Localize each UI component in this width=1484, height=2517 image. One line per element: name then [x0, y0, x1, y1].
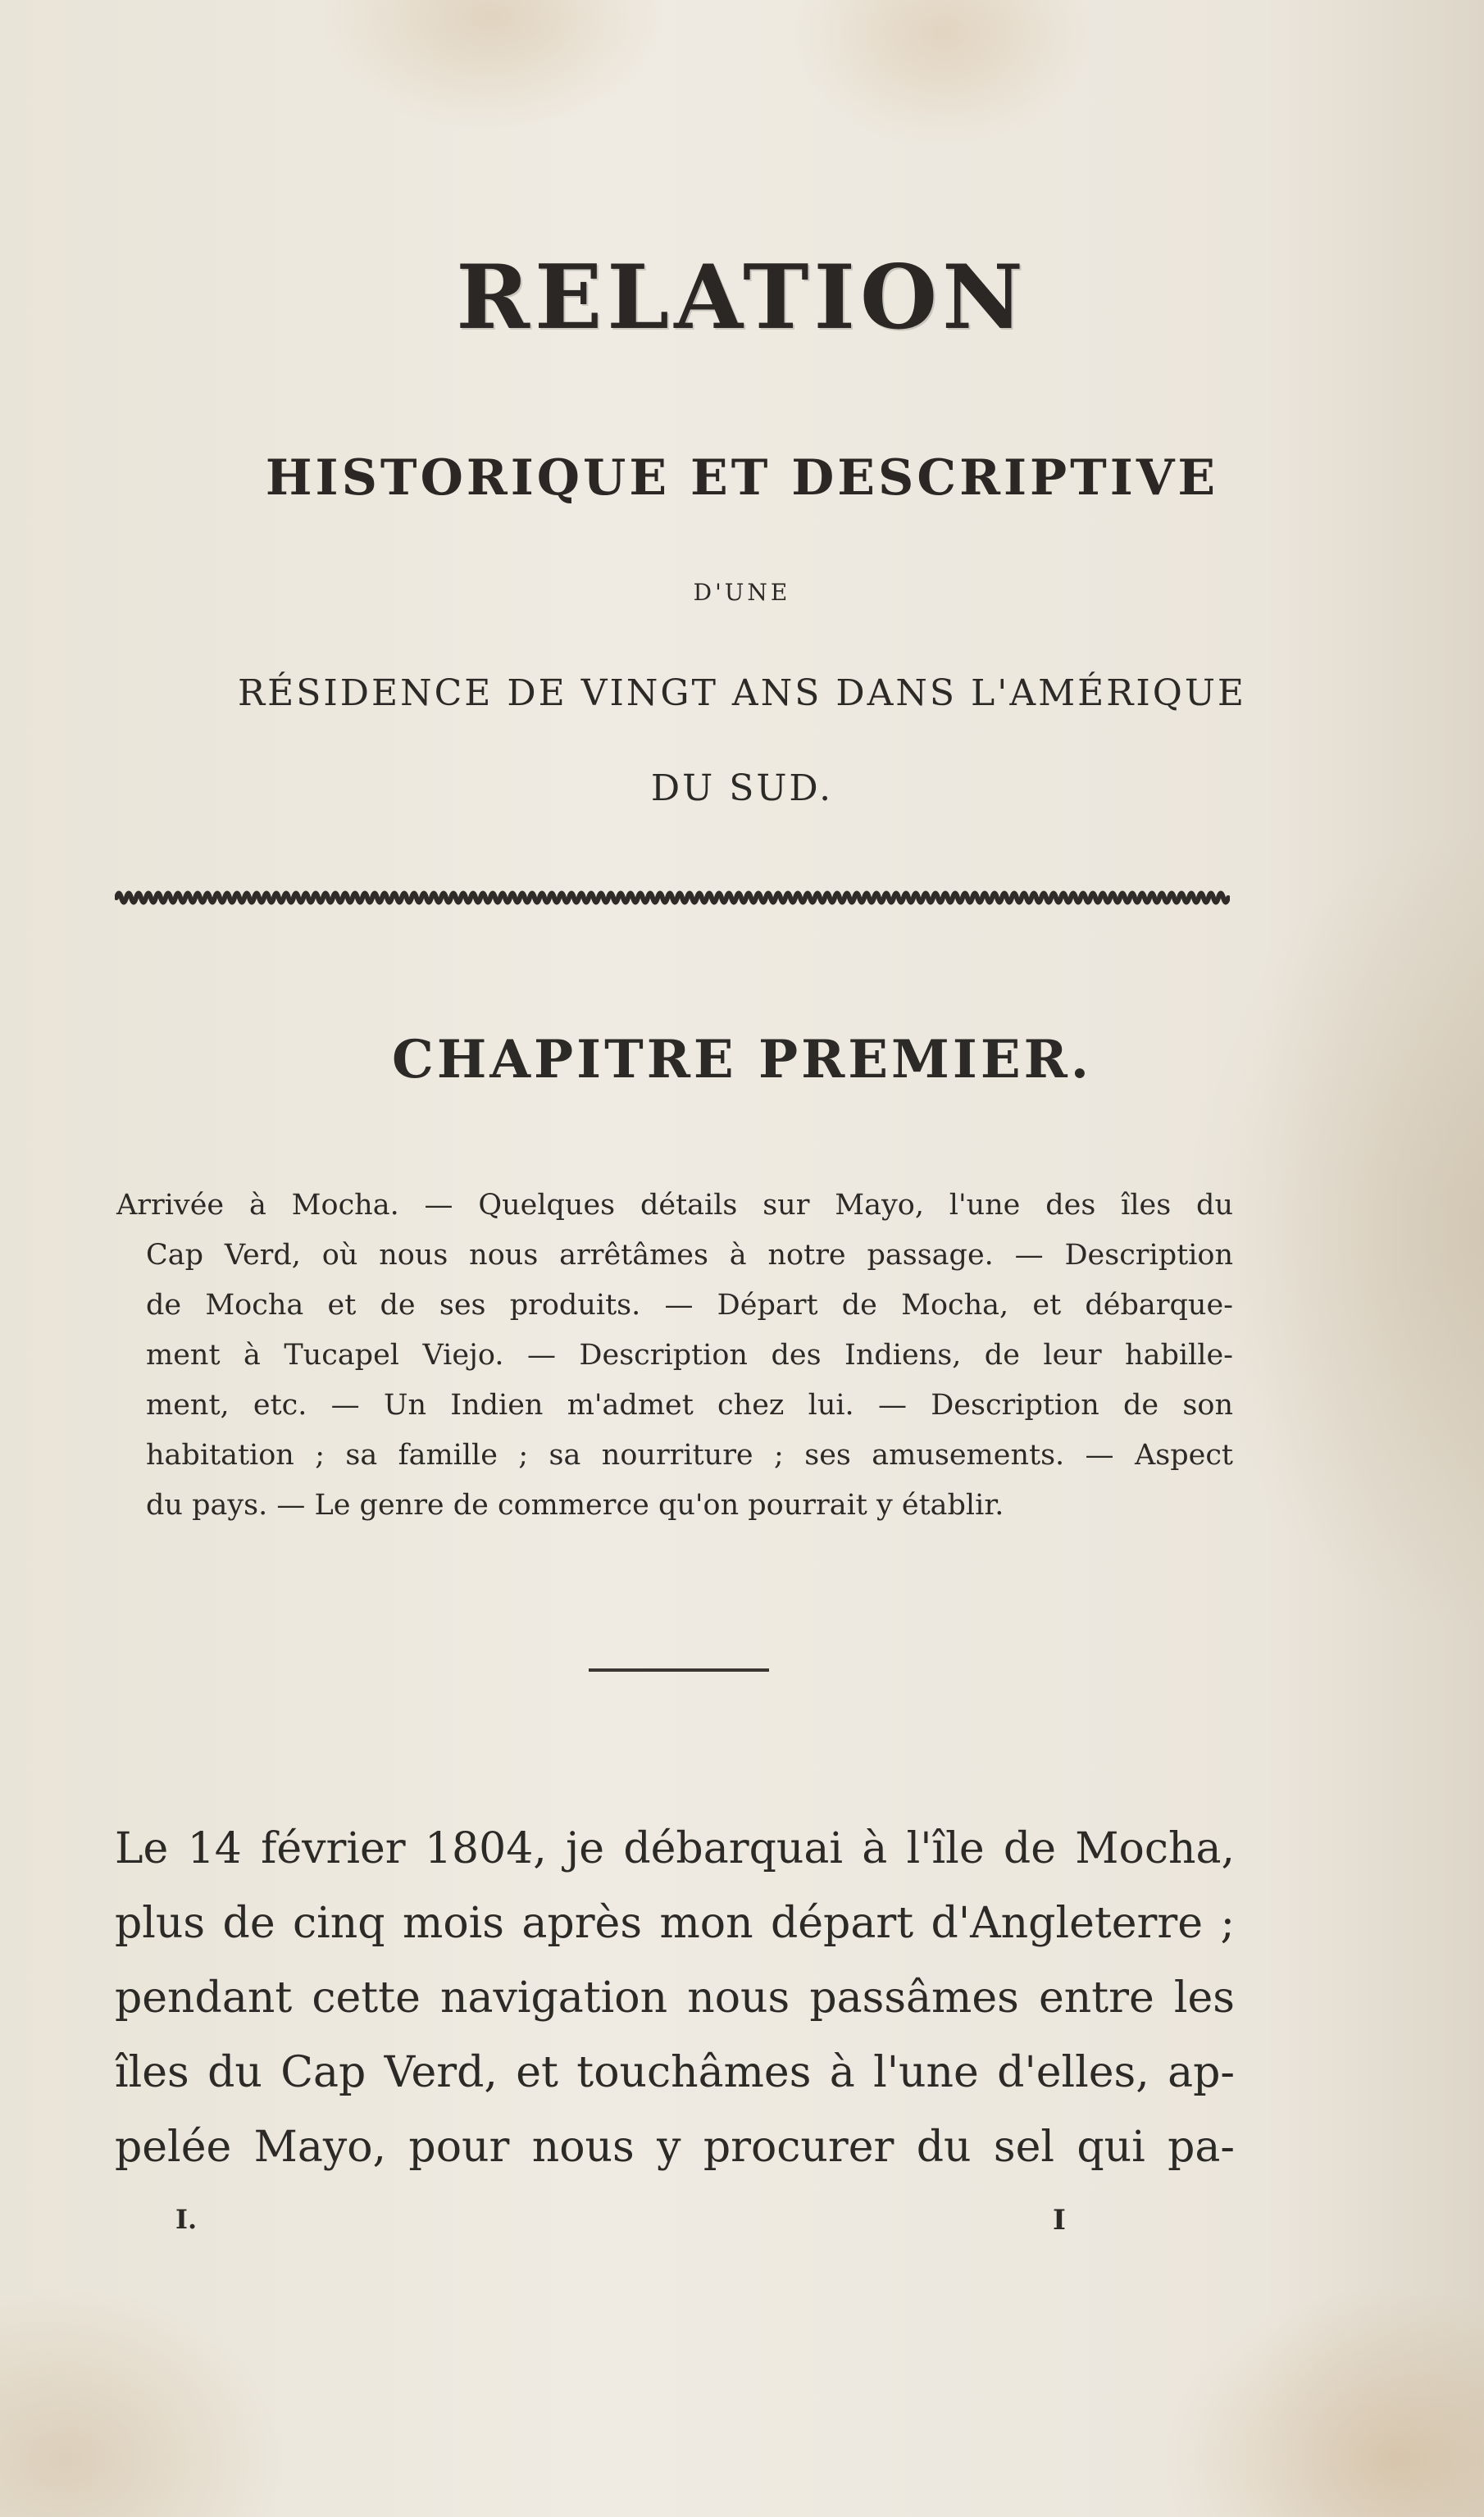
section-rule [589, 1668, 769, 1672]
body-line: pelée Mayo, pour nous y procurer du sel qui pa- [115, 2123, 1235, 2172]
signature-mark-left: I. [175, 2204, 198, 2235]
summary-line: du pays. — Le genre de commerce qu'on pourrait y établir. [146, 1489, 1004, 1522]
summary-line: Cap Verd, où nous nous arrêtâmes à notre passage. — Description [146, 1239, 1233, 1272]
title-line-du-sud: DU SUD. [650, 767, 834, 809]
summary-line: ment, etc. — Un Indien m'admet chez lui. — Description de son [146, 1389, 1233, 1422]
summary-line: Arrivée à Mocha. — Quelques détails sur Mayo, l'une des îles du [116, 1189, 1233, 1222]
summary-line: ment à Tucapel Viejo. — Description des Indiens, de leur habille- [146, 1339, 1233, 1372]
body-line: pendant cette navigation nous passâmes entre les [115, 1973, 1235, 2023]
body-paragraph [115, 1812, 1235, 2185]
body-line: plus de cinq mois après mon départ d'Angleterre ; [115, 1899, 1235, 1948]
summary-line: de Mocha et de ses produits. — Départ de Mocha, et débarque- [146, 1289, 1233, 1322]
body-line: Le 14 février 1804, je débarquai à l'île de Mocha, [115, 1824, 1235, 1873]
title-line-residence: RÉSIDENCE DE VINGT ANS DANS L'AMÉRIQUE [237, 672, 1247, 714]
page-title: RELATION [456, 246, 1028, 349]
body-line: îles du Cap Verd, et touchâmes à l'une d'elles, ap- [115, 2048, 1235, 2097]
chapter-summary [116, 1181, 1233, 1531]
chapter-heading: CHAPITRE PREMIER. [391, 1029, 1093, 1090]
signature-mark-right: I [1053, 2204, 1066, 2237]
title-connector: D'UNE [693, 579, 791, 606]
summary-line: habitation ; sa famille ; sa nourriture ; ses amusements. — Aspect [146, 1439, 1233, 1472]
wavy-divider-ornament [115, 885, 1230, 910]
page-subtitle: HISTORIQUE ET DESCRIPTIVE [265, 449, 1219, 507]
